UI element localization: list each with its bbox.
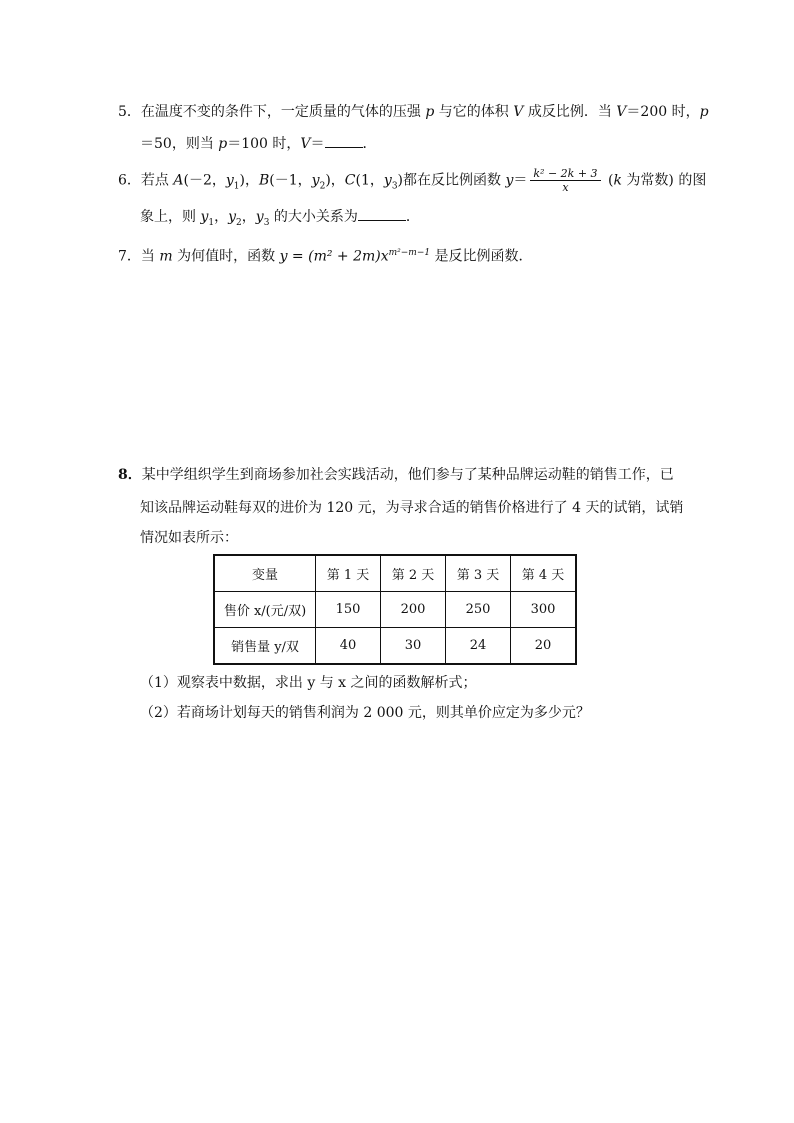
q8-subquestion-2: （2）若商场计划每天的销售利润为 2 000 元，则其单价应定为多少元？ (140, 705, 590, 721)
q6-text: ＝ (513, 172, 528, 189)
subscript: 2 (319, 181, 326, 192)
table-header-cell: 第 2 天 (381, 555, 446, 592)
q6-text: ， (214, 209, 229, 225)
table-cell: 250 (446, 592, 511, 628)
table-cell: 150 (316, 592, 381, 628)
q5-text: ． (362, 136, 377, 152)
table-header-cell: 第 1 天 (316, 555, 381, 592)
q5-number: 5． (118, 104, 141, 120)
q8-line3: 情况如表所示： (140, 530, 238, 546)
q5-text: 成反比例．当 (523, 104, 617, 120)
function-expression: y = (m² + 2m)x (279, 248, 389, 265)
table-row-label: 销售量 y/双 (214, 628, 316, 665)
q5-text: ＝100 时， (227, 136, 301, 152)
q6-text: 象上，则 (140, 209, 201, 225)
var-V: V (616, 104, 627, 120)
subscript: 3 (391, 181, 398, 192)
q6-text: 为常数) 的图 (621, 172, 707, 189)
trial-sales-table (213, 554, 577, 665)
var-p: p (218, 136, 228, 152)
var-y: y (505, 172, 514, 189)
q6-text: (1， (355, 172, 384, 189)
q5-text: ＝50，则当 (140, 136, 219, 152)
q7-number: 7． (118, 248, 141, 265)
q8-line1 (118, 465, 674, 485)
point-C: C (344, 172, 356, 189)
answer-blank (325, 133, 363, 148)
q5-text: 在温度不变的条件下，一定质量的气体的压强 (140, 104, 426, 120)
table-header-cell: 第 3 天 (446, 555, 511, 592)
q6-text: ． (405, 209, 420, 225)
point-B: B (259, 172, 270, 189)
q7-text: 为何值时，函数 (172, 248, 280, 265)
var-y: y (383, 172, 392, 189)
var-y: y (200, 209, 209, 225)
q8-subquestion-1: （1）观察表中数据，求出 y 与 x 之间的函数解析式； (140, 675, 477, 691)
q6-text: ， (245, 172, 259, 189)
q6-line1 (118, 167, 706, 196)
subscript: 2 (236, 217, 242, 228)
q5-text: 与它的体积 (434, 104, 514, 120)
var-y: y (228, 209, 237, 225)
subscript: 1 (208, 217, 215, 228)
var-k: k (613, 172, 622, 189)
q6-text: 若点 (140, 172, 174, 189)
q6-text: 的大小关系为 (269, 209, 358, 225)
table-cell: 24 (446, 628, 511, 665)
table-row (214, 555, 576, 592)
q7-text: 当 (140, 248, 160, 265)
var-V: V (513, 104, 524, 120)
q7-text: 是反比例函数． (430, 248, 533, 265)
var-y: y (311, 172, 320, 189)
table-cell: 200 (381, 592, 446, 628)
table-row-label: 售价 x/(元/双) (214, 592, 316, 628)
q6-text: ) (397, 172, 404, 189)
var-p: p (699, 104, 709, 120)
fraction (530, 167, 600, 194)
q6-line2 (140, 206, 420, 233)
var-y: y (225, 172, 234, 189)
q5-line2 (140, 133, 377, 154)
q6-text: ) (239, 172, 245, 189)
point-A: A (173, 172, 184, 189)
q8-number: 8． (118, 467, 142, 483)
q6-text: 都在反比例函数 (403, 172, 506, 189)
subscript: 3 (263, 217, 270, 228)
q6-number: 6． (118, 172, 141, 189)
q5-line1 (118, 102, 709, 122)
fraction-numerator: k² − 2k + 3 (530, 167, 600, 181)
fraction-denominator: x (562, 181, 569, 194)
var-y: y (255, 209, 264, 225)
table-row (214, 592, 576, 628)
q6-text: (－1， (269, 172, 312, 189)
exponent: m²−m−1 (388, 248, 431, 258)
table-cell: 30 (381, 628, 446, 665)
q8-line2: 知该品牌运动鞋每双的进价为 120 元，为寻求合适的销售价格进行了 4 天的试销，试销 (140, 500, 684, 516)
var-m: m (159, 248, 173, 265)
q7-line (118, 243, 533, 267)
table-row (214, 628, 576, 665)
q6-text: ， (330, 172, 345, 189)
table-header-cell: 第 4 天 (511, 555, 577, 592)
table-header-cell: 变量 (214, 555, 316, 592)
q5-text: ＝ (310, 136, 325, 152)
q6-text: ( (603, 172, 614, 189)
table-cell: 300 (511, 592, 577, 628)
var-p: p (425, 104, 435, 120)
q6-text: ) (325, 172, 331, 189)
q6-text: ， (241, 209, 256, 225)
q6-text: (－2， (183, 172, 226, 189)
table-cell: 40 (316, 628, 381, 665)
table-cell: 20 (511, 628, 577, 665)
q5-text: ＝200 时， (626, 104, 700, 120)
var-V: V (300, 136, 311, 152)
subscript: 1 (233, 181, 240, 192)
answer-blank (358, 206, 406, 221)
q8-text: 某中学组织学生到商场参加社会实践活动，他们参与了某种品牌运动鞋的销售工作，已 (141, 467, 674, 483)
